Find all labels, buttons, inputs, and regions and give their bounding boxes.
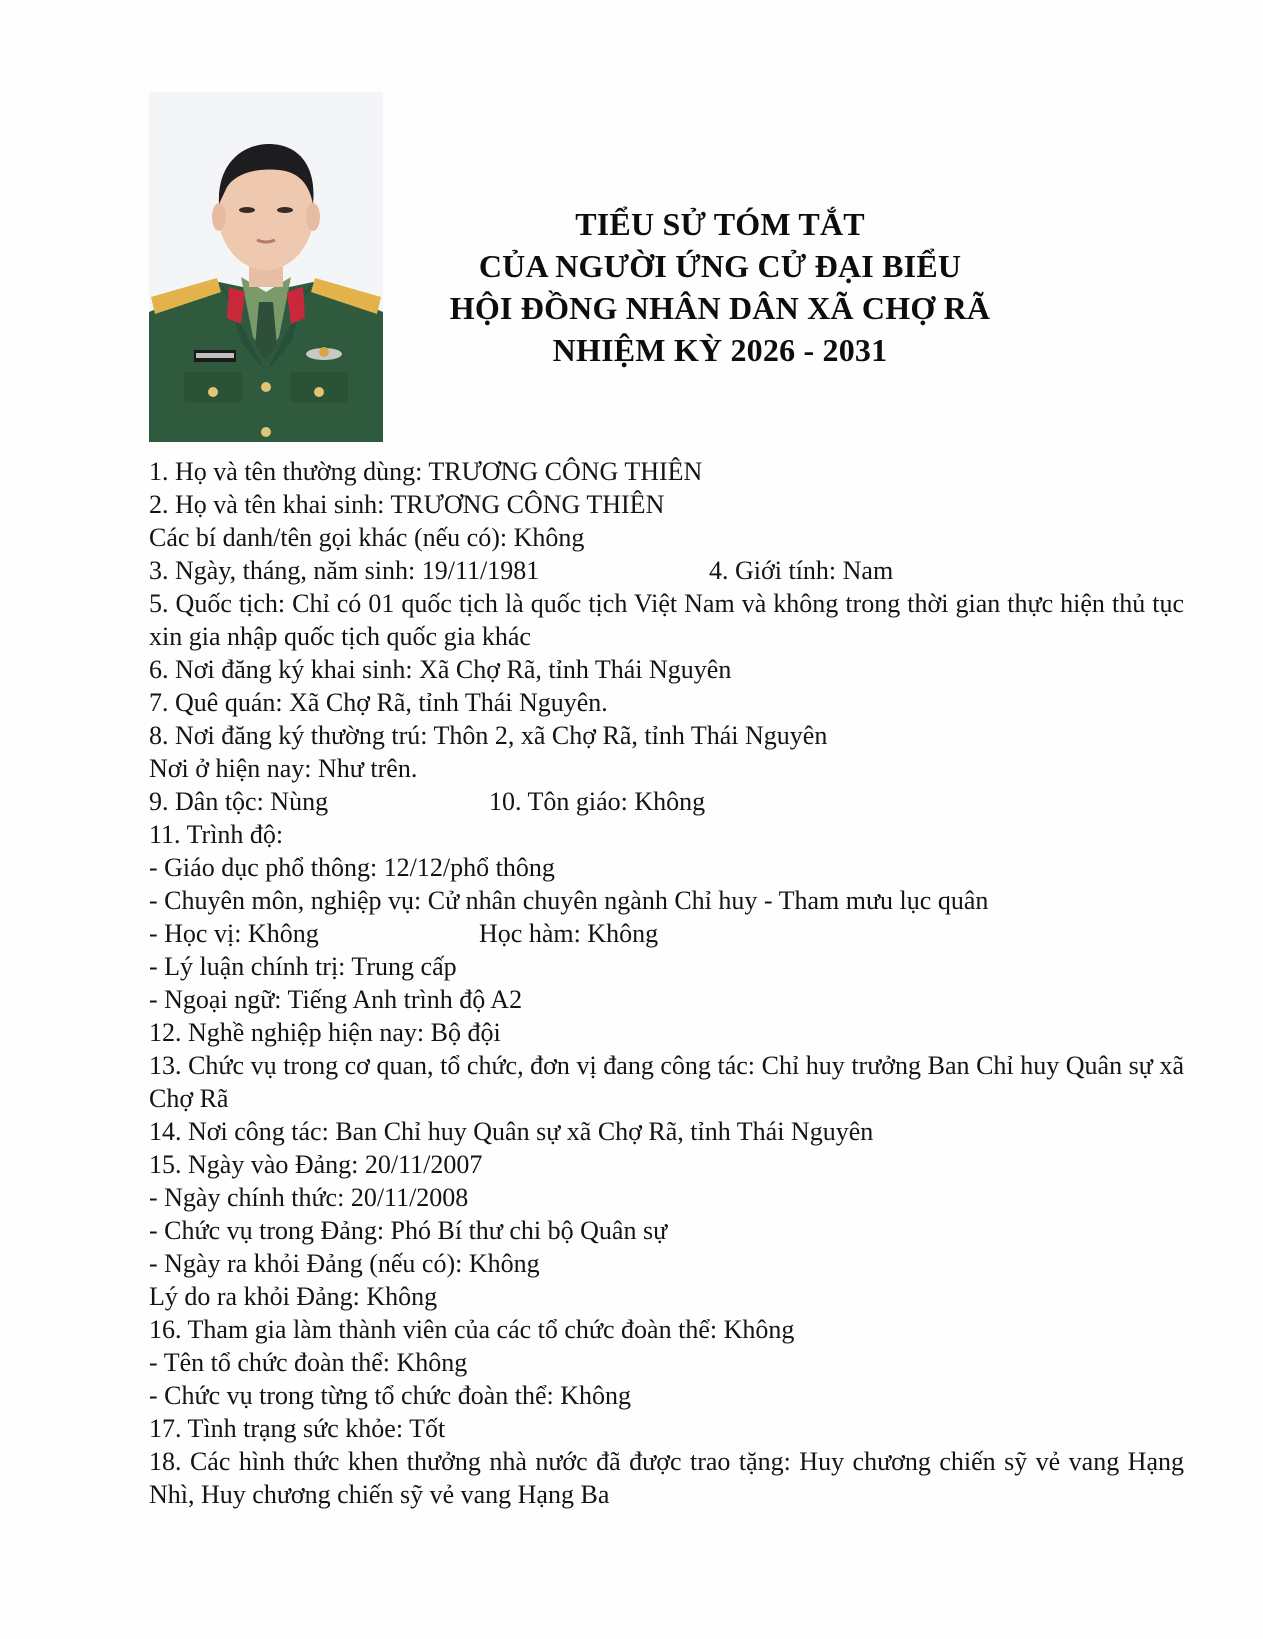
bio-position: 13. Chức vụ trong cơ quan, tổ chức, đơn vị đang công tác: Chỉ huy trưởng Ban Chỉ huy Quân sự xã Chợ Rã xyxy=(149,1051,1184,1113)
bio-aliases: Các bí danh/tên gọi khác (nếu có): Không xyxy=(149,523,585,552)
bio-party-position: - Chức vụ trong Đảng: Phó Bí thư chi bộ Quân sự xyxy=(149,1216,668,1245)
document-title xyxy=(420,203,1020,371)
bio-party-leave-reason: Lý do ra khỏi Đảng: Không xyxy=(149,1282,438,1311)
bio-ethnicity-religion-row xyxy=(149,785,1184,818)
bio-professional-qualification: - Chuyên môn, nghiệp vụ: Cử nhân chuyên ngành Chỉ huy - Tham mưu lục quân xyxy=(149,886,989,915)
bio-degree-title-row xyxy=(149,917,1184,950)
bio-birth-registration: 6. Nơi đăng ký khai sinh: Xã Chợ Rã, tỉnh Thái Nguyên xyxy=(149,655,732,684)
bio-political-theory: - Lý luận chính trị: Trung cấp xyxy=(149,952,457,981)
title-line-3: HỘI ĐỒNG NHÂN DÂN XÃ CHỢ RÃ xyxy=(449,290,991,326)
bio-party-join-date: 15. Ngày vào Đảng: 20/11/2007 xyxy=(149,1150,483,1179)
bio-health-status: 17. Tình trạng sức khỏe: Tốt xyxy=(149,1414,446,1443)
bio-current-residence: Nơi ở hiện nay: Như trên. xyxy=(149,754,418,783)
bio-occupation: 12. Nghề nghiệp hiện nay: Bộ đội xyxy=(149,1018,501,1047)
bio-organization-membership: 16. Tham gia làm thành viên của các tổ chức đoàn thể: Không xyxy=(149,1315,795,1344)
bio-education-heading: 11. Trình độ: xyxy=(149,820,284,849)
bio-foreign-language: - Ngoại ngữ: Tiếng Anh trình độ A2 xyxy=(149,985,523,1014)
bio-awards: 18. Các hình thức khen thưởng nhà nước đã được trao tặng: Huy chương chiến sỹ vẻ vang Hạng Nhì, Huy chương chiến sỹ vẻ vang Hạng Ba xyxy=(149,1447,1184,1509)
title-line-2: CỦA NGƯỜI ỨNG CỬ ĐẠI BIỂU xyxy=(478,248,962,284)
bio-workplace: 14. Nơi công tác: Ban Chỉ huy Quân sự xã Chợ Rã, tỉnh Thái Nguyên xyxy=(149,1117,874,1146)
bio-dob-gender-row xyxy=(149,554,1184,587)
bio-permanent-residence: 8. Nơi đăng ký thường trú: Thôn 2, xã Chợ Rã, tỉnh Thái Nguyên xyxy=(149,721,828,750)
title-line-4: NHIỆM KỲ 2026 - 2031 xyxy=(552,332,888,368)
bio-hometown: 7. Quê quán: Xã Chợ Rã, tỉnh Thái Nguyên. xyxy=(149,688,608,717)
bio-organization-position: - Chức vụ trong từng tổ chức đoàn thể: Không xyxy=(149,1381,632,1410)
bio-general-education: - Giáo dục phổ thông: 12/12/phổ thông xyxy=(149,853,555,882)
title-line-1: TIỂU SỬ TÓM TẮT xyxy=(575,206,865,242)
bio-common-name: 1. Họ và tên thường dùng: TRƯƠNG CÔNG THIÊN xyxy=(149,457,703,486)
bio-ethnicity: 9. Dân tộc: Nùng xyxy=(149,787,329,816)
bio-date-of-birth: 3. Ngày, tháng, năm sinh: 19/11/1981 xyxy=(149,556,540,585)
bio-academic-degree: - Học vị: Không xyxy=(149,919,319,948)
bio-birth-name: 2. Họ và tên khai sinh: TRƯƠNG CÔNG THIÊN xyxy=(149,490,665,519)
bio-content xyxy=(149,455,1184,1511)
bio-academic-title: Học hàm: Không xyxy=(479,919,659,948)
portrait-image xyxy=(149,92,383,442)
bio-organization-name: - Tên tổ chức đoàn thể: Không xyxy=(149,1348,468,1377)
candidate-portrait xyxy=(149,92,383,442)
bio-nationality: 5. Quốc tịch: Chỉ có 01 quốc tịch là quốc tịch Việt Nam và không trong thời gian thực hiện thủ tục xin gia nhập quốc tịch quốc gia khác xyxy=(149,589,1184,651)
bio-religion: 10. Tôn giáo: Không xyxy=(489,787,706,816)
bio-party-leave-date: - Ngày ra khỏi Đảng (nếu có): Không xyxy=(149,1249,540,1278)
bio-party-official-date: - Ngày chính thức: 20/11/2008 xyxy=(149,1183,469,1212)
bio-gender: 4. Giới tính: Nam xyxy=(709,556,894,585)
